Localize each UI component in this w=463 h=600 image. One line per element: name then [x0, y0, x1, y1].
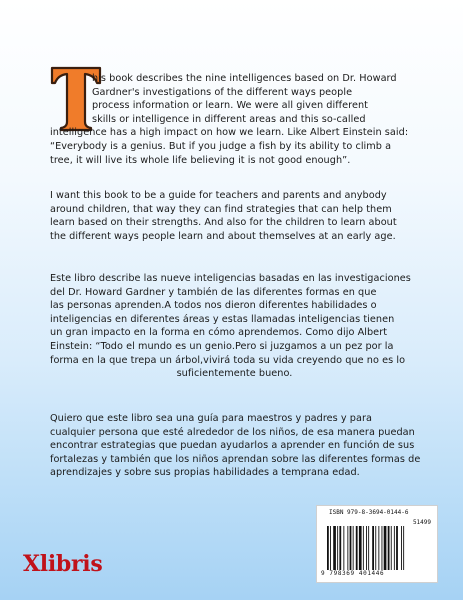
paragraph-spanish-1	[50, 272, 419, 381]
isbn-label: ISBN 979-8-3694-0144-6	[329, 509, 409, 516]
publisher-logo: Xlibris	[23, 551, 103, 577]
text-line: around children, that way they can find strategies that can help them	[50, 203, 392, 215]
text-line: fortalezas y también que los niños aprendan sobre las diferentes formas de	[50, 453, 421, 465]
paragraph-english-2	[50, 189, 419, 243]
text-line: inteligencias en diferentes áreas y estas llamadas inteligencias tienen	[50, 313, 395, 325]
text-line: process information or learn. We were all given different	[92, 100, 369, 112]
text-line: Einstein: “Todo el mundo es un genio.Pero si juzgamos a un pez por la	[50, 340, 394, 352]
paragraph-spanish-2	[50, 412, 419, 480]
text-line: un gran impacto en la forma en cómo aprendemos. Como dijo Albert	[50, 327, 388, 339]
text-line: I want this book to be a guide for teachers and parents and anybody	[50, 190, 387, 201]
price-code: 51499	[412, 519, 431, 526]
text-line: the different ways people learn and about themselves at an early age.	[50, 230, 396, 242]
barcode-number: 9 798369 401446	[321, 570, 385, 577]
text-line: forma en la que trepa un árbol,vivirá toda su vida creyendo que no es lo	[50, 354, 406, 366]
text-line: Quiero que este libro sea una guía para maestros y padres y para	[50, 413, 372, 424]
isbn-barcode	[316, 505, 438, 583]
text-line: learn based on their strengths. And also for the children to learn about	[50, 217, 397, 229]
text-line: aprendizajes y sobre sus propias habilidades a temprana edad.	[50, 467, 360, 479]
text-line: encontrar estrategias que puedan ayudarlos a aprender en función de sus	[50, 440, 415, 452]
text-line: Este libro describe las nueve inteligencias basadas en las investigaciones	[50, 273, 411, 284]
barcode-bars	[325, 526, 429, 570]
paragraph-english-1	[50, 72, 419, 167]
text-line: tree, it will live its whole life believing it is not good enough”.	[50, 154, 351, 166]
text-line: las personas aprenden.A todos nos dieron diferentes habilidades o	[50, 300, 377, 312]
text-line: Gardner's investigations of the different ways people	[92, 86, 353, 98]
text-line: intelligence has a high impact on how we learn. Like Albert Einstein said:	[50, 127, 409, 139]
text-line: his book describes the nine intelligences based on Dr. Howard	[92, 73, 397, 84]
text-line: “Everybody is a genius. But if you judge a fish by its ability to climb a	[50, 140, 392, 152]
text-line: skills or intelligence in different areas and this so-called	[92, 113, 366, 125]
text-line: del Dr. Howard Gardner y también de las diferentes formas en que	[50, 286, 377, 298]
text-line: cualquier persona que esté alrededor de los niños, de esa manera puedan	[50, 426, 415, 438]
text-line: suficientemente bueno.	[176, 368, 293, 380]
